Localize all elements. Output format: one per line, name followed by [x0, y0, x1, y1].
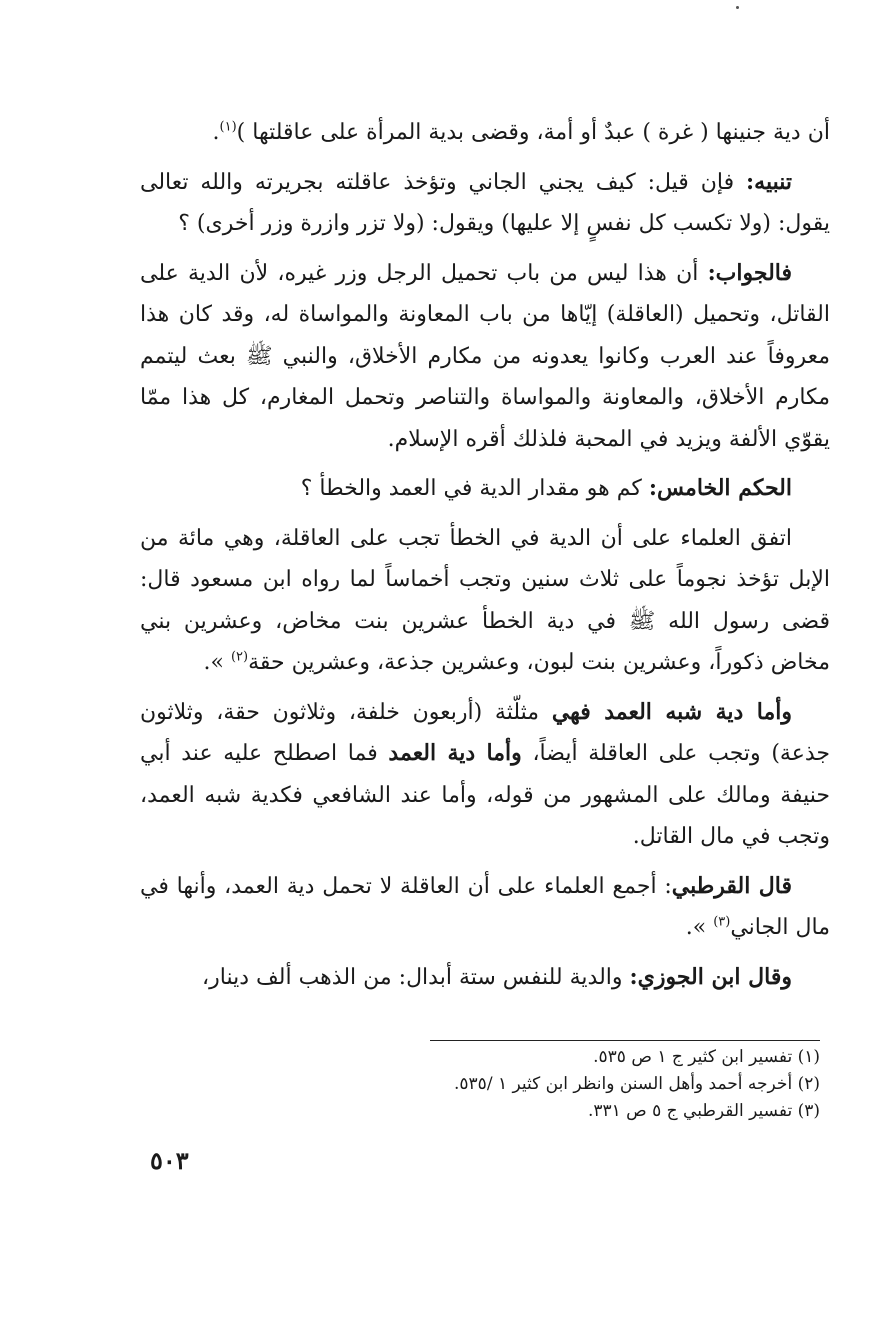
paragraph-qurtubi: قال القرطبي: أجمع العلماء على أن العاقلة لا تحمل دية العمد، وأنها في مال الجاني$^{(٣)}$ ».	[140, 872, 830, 940]
footnote-ref-2: (٢)	[230, 649, 249, 665]
tanbih-label: تنبيه:	[746, 168, 792, 195]
footnote-2: (٢) أخرجه أحمد وأهل السنن وانظر ابن كثير ١ /٥٣٥.	[454, 1074, 820, 1094]
page-number: ٥٠٣	[150, 1146, 189, 1175]
paragraph-ittifaq: اتفق العلماء على أن الدية في الخطأ تجب على العاقلة، وهي مائة من الإبل تؤخذ نجوماً على ثلاث سنين وتجب أخماساً لما رواه ابن مسعود قال: قضى رسول الله ﷺ في دية الخطأ عشرين بنت مخاض، وعشرين بني مخاض ذكوراً، وعشرين بنت لبون، وعشرين جذعة، وعشرين حقة$^{(٢)}$ ».	[140, 525, 830, 675]
print-speck	[736, 6, 739, 9]
shibh-amd-label: وأما دية شبه العمد فهي	[551, 698, 792, 725]
paragraph-shibh-amd: وأما دية شبه العمد فهي مثلّثة (أربعون خلفة، وثلاثون حقة، وثلاثون جذعة) وتجب على العاقلة أيضاً، وأما دية العمد فما اصطلح عليه عند أبي حنيفة ومالك على المشهور من قوله، وأما عند الشافعي فكدية شبه العمد، وتجب في مال القاتل.	[140, 698, 830, 849]
footnote-ref-3: (٣)	[713, 914, 731, 930]
paragraph-ibn-jawzi: وقال ابن الجوزي: والدية للنفس ستة أبدال: من الذهب ألف دينار،	[202, 963, 792, 990]
paragraph-diya-janin: أن دية جنينها ( غرة ) عبدٌ أو أمة، وقضى بدية المرأة على عاقلتها )$^{(١)}$.	[212, 119, 830, 145]
qurtubi-label: قال القرطبي	[671, 872, 793, 899]
footnote-divider	[430, 1040, 820, 1041]
footnote-3: (٣) تفسير القرطبي ج ٥ ص ٣٣١.	[587, 1101, 820, 1121]
hukm-heading: الحكم الخامس:	[648, 475, 792, 501]
paragraph-tanbih: تنبيه: فإن قيل: كيف يجني الجاني وتؤخذ عاقلته بجريرته والله تعالى يقول: (ولا تكسب كل نفسٍ إلا عليها) ويقول: (ولا تزر وازرة وزر أخرى) ؟	[140, 168, 830, 236]
footnote-ref-1: (١)	[219, 119, 237, 135]
paragraph-hukm-khamis: الحكم الخامس: كم هو مقدار الدية في العمد والخطأ ؟	[300, 475, 792, 501]
jawab-label: فالجواب:	[707, 259, 792, 286]
ibn-jawzi-label: وقال ابن الجوزي:	[629, 963, 792, 990]
footnotes	[300, 1044, 820, 1125]
footnote-1: (١) تفسير ابن كثير ج ١ ص ٥٣٥.	[593, 1047, 820, 1067]
amd-label: وأما دية العمد	[388, 740, 522, 766]
paragraph-jawab: فالجواب: أن هذا ليس من باب تحميل الرجل وزر غيره، لأن الدية على القاتل، وتحميل (العاقلة) إيّاها من باب المعاونة والمواساة له، وقد كان هذا معروفاً عند العرب وكانوا يعدونه من مكارم الأخلاق، والنبي ﷺ بعث ليتمم مكارم الأخلاق، والمعاونة والمواساة والتناصر وتحمل المغارم، كل هذا ممّا يقوّي الألفة ويزيد في المحبة فلذلك أقره الإسلام.	[140, 259, 830, 452]
main-text	[140, 112, 830, 1006]
